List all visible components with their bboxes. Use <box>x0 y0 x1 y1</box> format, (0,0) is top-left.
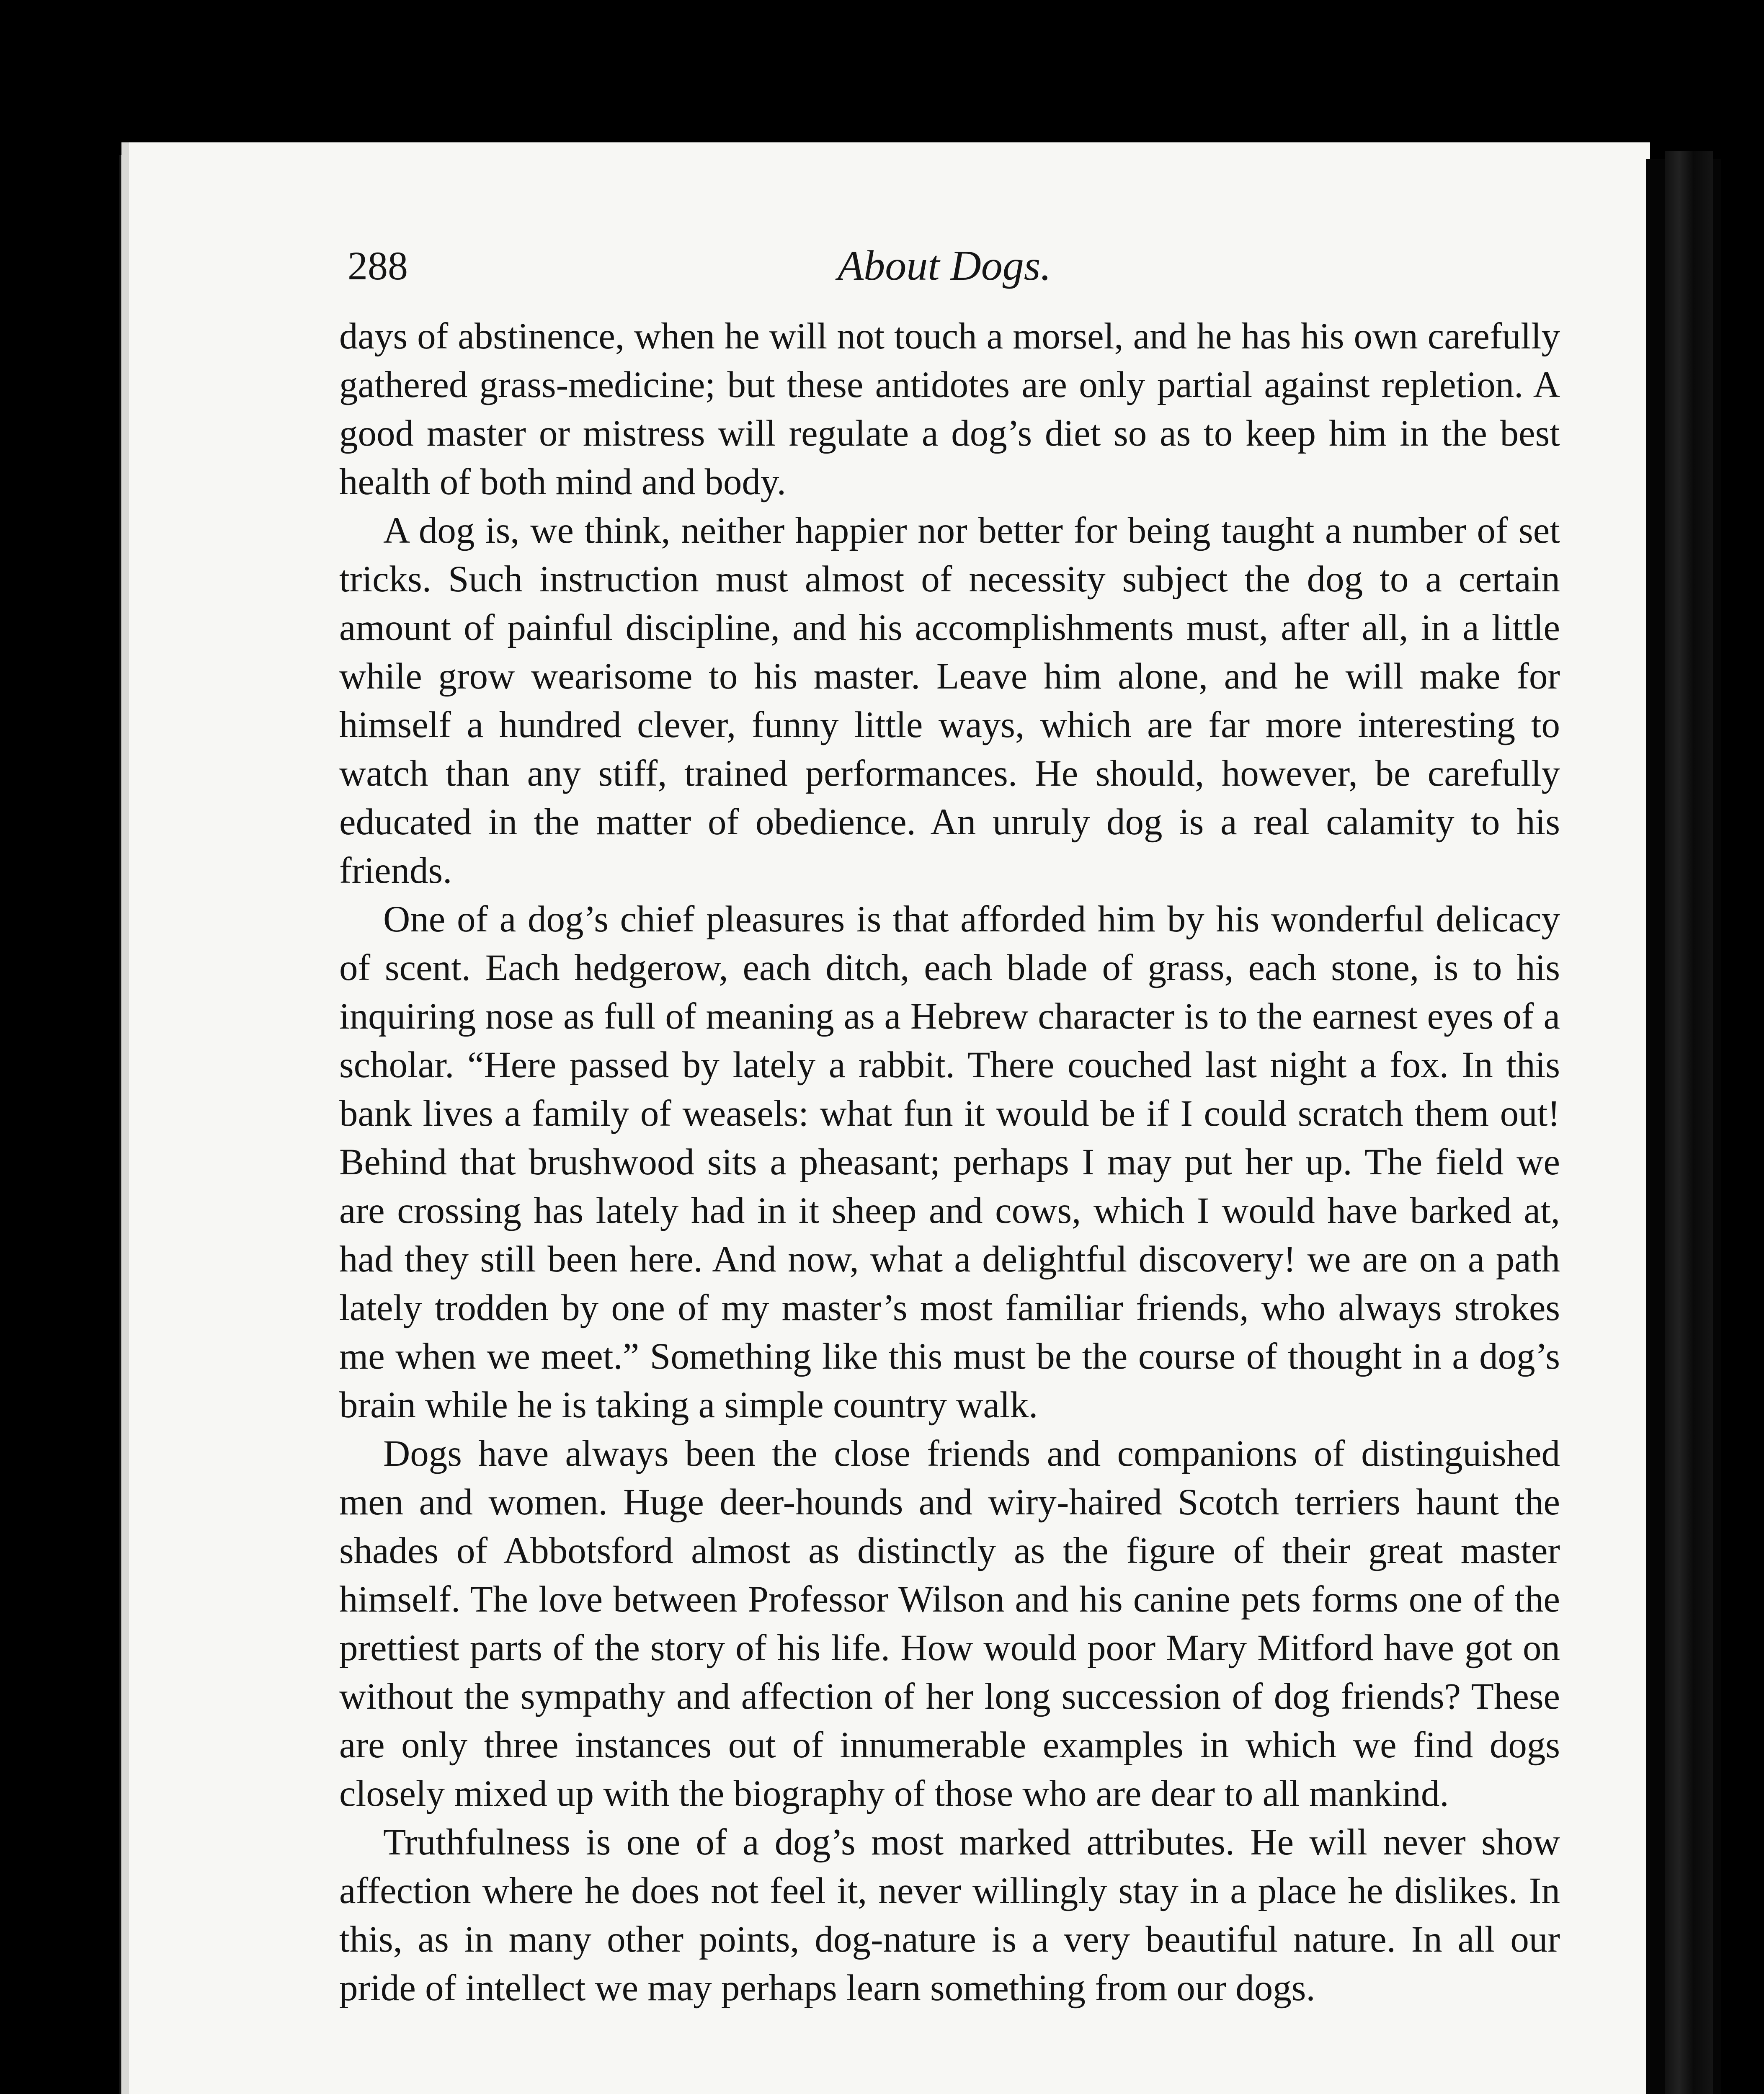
paragraph-1: days of abstinence, when he will not touch a morsel, and he has his own carefully gathered grass-medicine; but these antidotes are only partial against repletion. A good master or mistress will regulate a dog’s diet so as to keep him in the best health of both mind and body. <box>339 316 1560 503</box>
paragraph-3: One of a dog’s chief pleasures is that afforded him by his wonderful delicacy of scent. Each hedgerow, each ditch, each blade of grass, each stone, is to his inquiring nose as full of meaning as a Hebrew character is to the earnest eyes of a scholar. “Here passed by lately a rabbit. There couched last night a fox. In this bank lives a family of weasels: what fun it would be if I could scratch them out! Behind that brushwood sits a pheasant; perhaps I may put her up. The field we are crossing has lately had in it sheep and cows, which I would have barked at, had they still been here. And now, what a delightful discovery! we are on a path lately trodden by one of my master’s most familiar friends, who always strokes me when we meet.” Something like this must be the course of thought in a dog’s brain while he is taking a simple country walk. <box>339 899 1560 1426</box>
paragraph-4: Dogs have always been the close friends and companions of distinguished men and women. Huge deer-hounds and wiry-haired Scotch terriers haunt the shades of Abbotsford almost as distinctly as the figure of their great master himself. The love between Professor Wilson and his canine pets forms one of the prettiest parts of the story of his life. How would poor Mary Mitford have got on without the sympathy and affection of her long succession of dog friends? These are only three instances out of innumerable examples in which we find dogs closely mixed up with the biography of those who are dear to all mankind. <box>339 1433 1560 1814</box>
running-header <box>348 237 1604 295</box>
running-title: About Dogs. <box>838 242 1051 289</box>
article-body <box>339 312 1560 2012</box>
paragraph-5: Truthfulness is one of a dog’s most marked attributes. He will never show affection where he does not feel it, never willingly stay in a place he dislikes. In this, as in many other points, dog-nature is a very beautiful nature. In all our pride of intellect we may perhaps learn something from our dogs. <box>339 1822 1560 2009</box>
facing-page-margin <box>1665 151 1713 2094</box>
page-number: 288 <box>348 243 408 288</box>
paragraph-2: A dog is, we think, neither happier nor better for being taught a number of set tricks. Such instruction must almost of necessity subject the dog to a certain amount of painful discipline, and his accomplishments must, after all, in a little while grow wearisome to his master. Leave him alone, and he will make for himself a hundred clever, funny little ways, which are far more interesting to watch than any stiff, trained performances. He should, however, be carefully educated in the matter of obedience. An unruly dog is a real calamity to his friends. <box>339 510 1560 891</box>
